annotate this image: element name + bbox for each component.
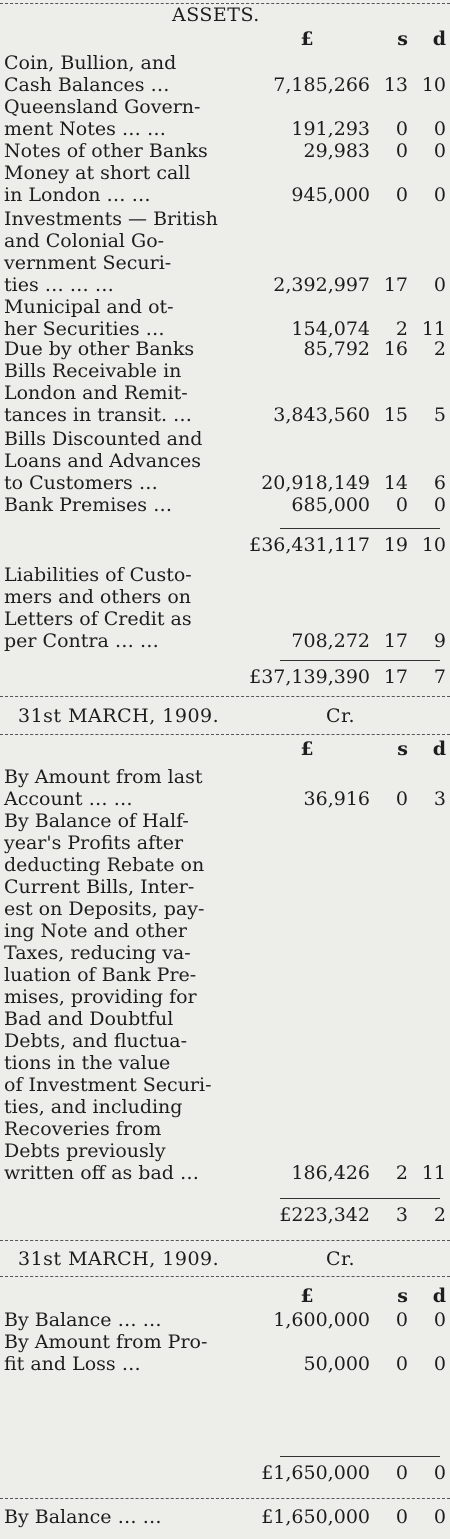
- asset-pence: 0: [433, 140, 446, 162]
- total-shillings: 17: [383, 666, 408, 688]
- pence-head: d: [432, 28, 446, 50]
- section-rule: [0, 1276, 450, 1277]
- asset-description: Money at short call in London … …: [4, 162, 191, 206]
- asset-description: Due by other Banks: [4, 338, 195, 360]
- pl-total-amount: £223,342: [279, 1204, 370, 1226]
- pl-shillings: 2: [395, 1162, 408, 1184]
- reserve-total-rule: [280, 1456, 440, 1457]
- pl-description: By Amount from last Account … …: [4, 766, 203, 810]
- asset-description: Notes of other Banks: [4, 140, 208, 162]
- asset-pence: 2: [433, 338, 446, 360]
- pence-head: d: [432, 738, 446, 760]
- pl-total-shillings: 3: [395, 1204, 408, 1226]
- asset-amount: 154,074: [291, 318, 370, 340]
- assets-heading: ASSETS.: [172, 4, 260, 26]
- asset-shillings: 0: [395, 184, 408, 206]
- asset-amount: 191,293: [291, 118, 370, 140]
- contra-shillings: 17: [383, 630, 408, 652]
- asset-amount: 2,392,997: [273, 274, 370, 296]
- subtotal-amount: £36,431,117: [249, 534, 370, 556]
- reserve-date: 31st MARCH, 1909.: [18, 1248, 220, 1270]
- total-rule: [280, 660, 440, 661]
- asset-description: Bank Premises …: [4, 494, 173, 516]
- asset-amount: 3,843,560: [273, 404, 370, 426]
- asset-pence: 6: [433, 472, 446, 494]
- carried-pence: 0: [433, 1506, 446, 1528]
- shillings-head: s: [397, 1285, 408, 1307]
- pl-pence: 11: [421, 1162, 446, 1184]
- asset-pence: 0: [433, 494, 446, 516]
- asset-amount: 85,792: [303, 338, 370, 360]
- asset-description: Coin, Bullion, and Cash Balances …: [4, 52, 177, 96]
- pound-head: £: [300, 1285, 314, 1307]
- asset-shillings: 2: [395, 318, 408, 340]
- reserve-total-pence: 0: [433, 1462, 446, 1484]
- asset-shillings: 13: [383, 74, 408, 96]
- asset-amount: 7,185,266: [273, 74, 370, 96]
- asset-description: Investments — British and Colonial Go- vernment Securi- ties … … …: [4, 208, 218, 296]
- asset-description: Bills Discounted and Loans and Advances to Customers …: [4, 428, 203, 494]
- shillings-head: s: [397, 28, 408, 50]
- asset-pence: 0: [433, 184, 446, 206]
- reserve-amount: 1,600,000: [273, 1309, 370, 1331]
- pound-head: £: [300, 28, 314, 50]
- reserve-description: By Amount from Pro- fit and Loss …: [4, 1331, 208, 1375]
- total-pence: 7: [433, 666, 446, 688]
- asset-pence: 0: [433, 118, 446, 140]
- reserve-total-shillings: 0: [395, 1462, 408, 1484]
- pl-total-pence: 2: [433, 1204, 446, 1226]
- reserve-total-amount: £1,650,000: [261, 1462, 370, 1484]
- contra-amount: 708,272: [291, 630, 370, 652]
- section-rule: [0, 1498, 450, 1499]
- reserve-pence: 0: [433, 1309, 446, 1331]
- pl-pence: 3: [433, 788, 446, 810]
- asset-shillings: 16: [383, 338, 408, 360]
- section-rule: [0, 734, 450, 735]
- asset-description: Queensland Govern- ment Notes … …: [4, 96, 201, 140]
- subtotal-pence: 10: [421, 534, 446, 556]
- asset-amount: 945,000: [291, 184, 370, 206]
- pl-shillings: 0: [395, 788, 408, 810]
- asset-pence: 10: [421, 74, 446, 96]
- subtotal-shillings: 19: [383, 534, 408, 556]
- pl-description: By Balance of Half- year's Profits after deducting Rebate on Current Bills, Inter- est on Deposits, pay- ing Note and other Taxes, reducing va- luation of Bank Pre- mises, providing for Bad and Doubtful Debts, and fluctua- tions in the value of Investment Securi- ties, and including Recoveries from Debts previously written off as bad …: [4, 810, 212, 1184]
- asset-pence: 0: [433, 274, 446, 296]
- carried-description: By Balance … …: [4, 1506, 162, 1528]
- pl-date: 31st MARCH, 1909.: [18, 705, 220, 727]
- carried-amount: £1,650,000: [261, 1506, 370, 1528]
- asset-shillings: 14: [383, 472, 408, 494]
- section-rule: [0, 1240, 450, 1241]
- reserve-shillings: 0: [395, 1353, 408, 1375]
- subtotal-rule: [280, 528, 440, 529]
- asset-shillings: 0: [395, 140, 408, 162]
- contra-pence: 9: [433, 630, 446, 652]
- asset-pence: 11: [421, 318, 446, 340]
- pl-side: Cr.: [326, 705, 356, 727]
- contra-description: Liabilities of Custo- mers and others on Letters of Credit as per Contra … …: [4, 564, 192, 652]
- asset-amount: 29,983: [303, 140, 370, 162]
- section-rule: [0, 696, 450, 697]
- pence-head: d: [432, 1285, 446, 1307]
- asset-shillings: 0: [395, 118, 408, 140]
- asset-shillings: 17: [383, 274, 408, 296]
- reserve-pence: 0: [433, 1353, 446, 1375]
- shillings-head: s: [397, 738, 408, 760]
- asset-shillings: 0: [395, 494, 408, 516]
- pl-amount: 36,916: [303, 788, 370, 810]
- pl-total-rule: [280, 1198, 440, 1199]
- reserve-side: Cr.: [326, 1248, 356, 1270]
- total-amount: £37,139,390: [249, 666, 370, 688]
- pound-head: £: [300, 738, 314, 760]
- asset-description: Bills Receivable in London and Remit- tances in transit. …: [4, 360, 193, 426]
- asset-pence: 5: [433, 404, 446, 426]
- asset-description: Municipal and ot- her Securities …: [4, 296, 174, 340]
- reserve-shillings: 0: [395, 1309, 408, 1331]
- pl-amount: 186,426: [291, 1162, 370, 1184]
- asset-amount: 685,000: [291, 494, 370, 516]
- reserve-description: By Balance … …: [4, 1309, 162, 1331]
- carried-shillings: 0: [395, 1506, 408, 1528]
- asset-shillings: 15: [383, 404, 408, 426]
- reserve-amount: 50,000: [303, 1353, 370, 1375]
- asset-amount: 20,918,149: [261, 472, 370, 494]
